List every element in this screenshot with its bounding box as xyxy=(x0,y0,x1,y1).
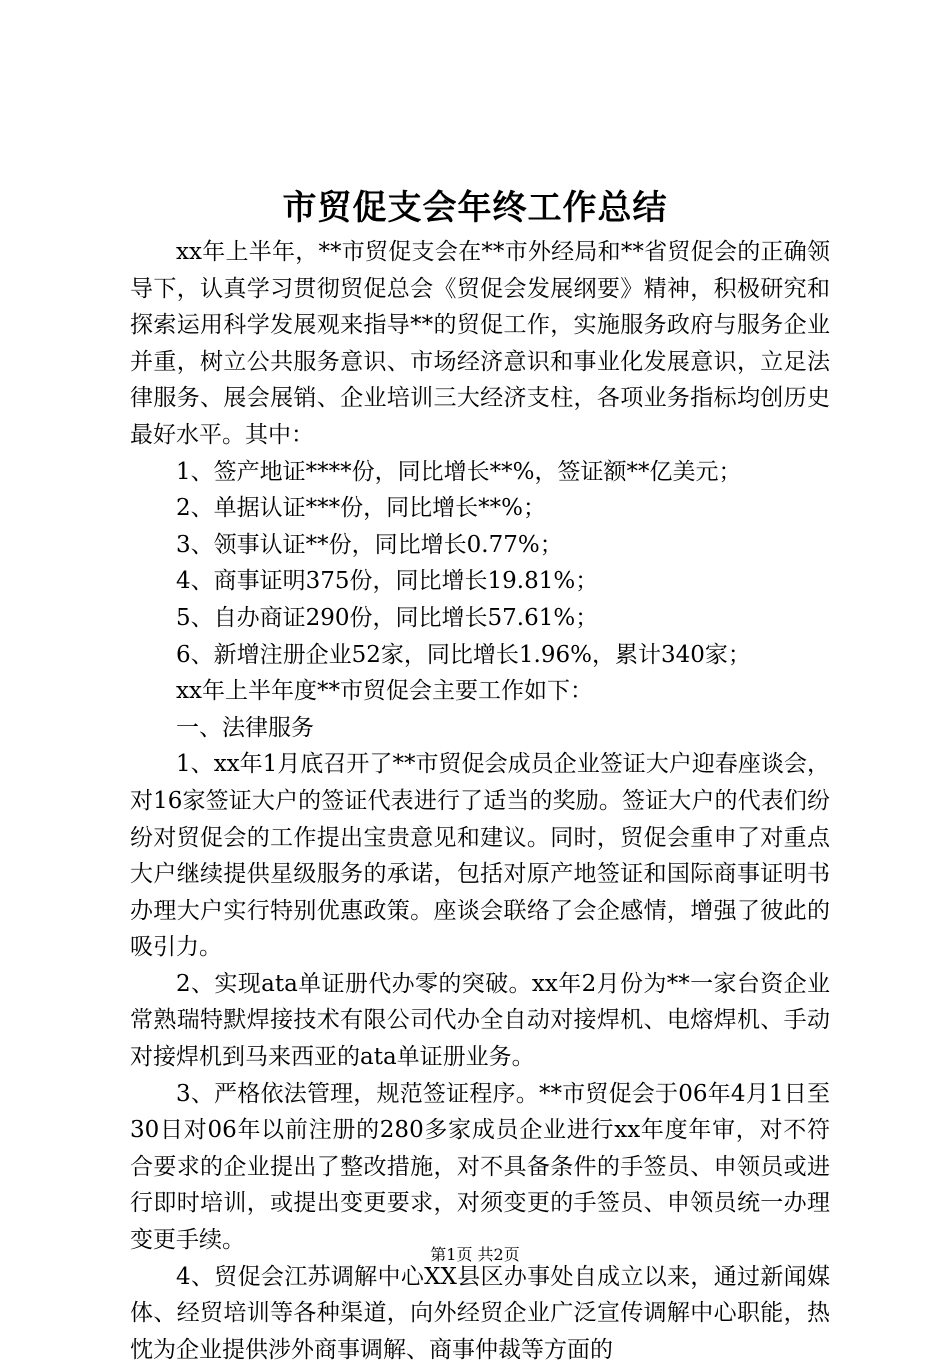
list-item: 4、商事证明375份，同比增长19.81%； xyxy=(176,568,599,595)
document-body xyxy=(130,234,830,1368)
page-footer: 第1页 共2页 xyxy=(430,1245,520,1264)
list-item: 6、新增注册企业52家，同比增长1.96%，累计340家； xyxy=(176,641,751,668)
paragraph: 3、严格依法管理，规范签证程序。**市贸促会于06年4月1日至30日对06年以前注册的280多家成员企业进行xx年度年审，对不符合要求的企业提出了整改措施，对不具备条件的手签员、申领员或进行即时培训，或提出变更要求，对须变更的手签员、申领员统一办理变更手续。 xyxy=(130,1080,830,1254)
paragraph: 1、xx年1月底召开了**市贸促会成员企业签证大户迎春座谈会，对16家签证大户的签证代表进行了适当的奖励。签证大户的代表们纷纷对贸促会的工作提出宝贵意见和建议。同时，贸促会重申了对重点大户继续提供星级服务的承诺，包括对原产地签证和国际商事证明书办理大户实行特别优惠政策。座谈会联络了会企感情，增强了彼此的吸引力。 xyxy=(130,751,830,961)
list-item: 5、自办商证290份，同比增长57.61%； xyxy=(176,604,599,631)
paragraph: 2、实现ata单证册代办零的突破。xx年2月份为**一家台资企业常熟瑞特默焊接技术有限公司代办全自动对接焊机、电熔焊机、手动对接焊机到马来西亚的ata单证册业务。 xyxy=(130,970,830,1071)
paragraph: 4、贸促会江苏调解中心XX县区办事处自成立以来，通过新闻媒体、经贸培训等各种渠道，向外经贸企业广泛宣传调解中心职能，热忱为企业提供涉外商事调解、商事仲裁等方面的 xyxy=(130,1263,830,1363)
document-title: 市贸促支会年终工作总结 xyxy=(282,188,668,228)
paragraph-summary-lead: xx年上半年度**市贸促会主要工作如下： xyxy=(176,678,593,705)
list-item: 2、单据认证***份，同比增长**%； xyxy=(176,495,546,522)
paragraph-intro: xx年上半年，**市贸促支会在**市外经局和**省贸促会的正确领导下，认真学习贯彻贸促总会《贸促会发展纲要》精神，积极研究和探索运用科学发展观来指导**的贸促工作，实施服务政府与服务企业并重，树立公共服务意识、市场经济意识和事业化发展意识，立足法律服务、展会展销、企业培训三大经济支柱，各项业务指标均创历史最好水平。其中： xyxy=(130,239,830,448)
section-heading: 一、法律服务 xyxy=(176,714,314,741)
list-item: 3、领事认证**份，同比增长0.77%； xyxy=(176,531,563,558)
list-item: 1、签产地证****份，同比增长**%，签证额**亿美元； xyxy=(176,458,742,485)
